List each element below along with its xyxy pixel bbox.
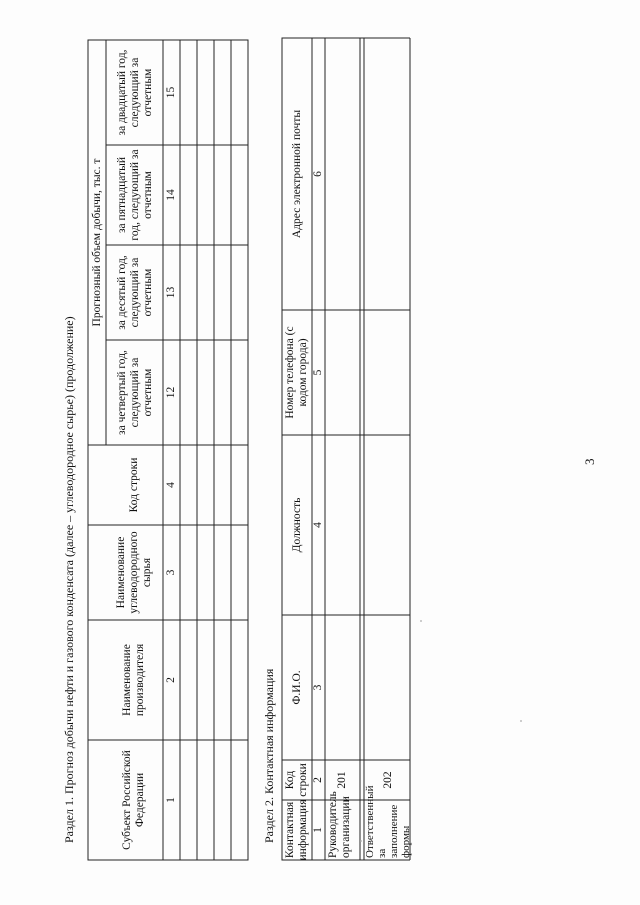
row-code-responsible: 202 <box>382 771 394 789</box>
header-year20: за двадцатый год, следующий за отчетным <box>115 49 154 136</box>
col-number: 3 <box>312 684 324 691</box>
scan-speck <box>520 720 522 722</box>
col-number: 2 <box>312 777 324 783</box>
col-number: 14 <box>165 189 177 201</box>
row-label-responsible: Ответственный за заполнение формы <box>364 785 412 858</box>
header-row-code: Код строки <box>127 457 140 513</box>
section2-caption: Раздел 2. Контактная информация <box>262 668 276 843</box>
header-forecast-group: Прогнозный объем добычи, тыс. т <box>90 158 103 327</box>
col-number: 1 <box>165 797 177 803</box>
col-number: 6 <box>312 171 324 177</box>
col-number: 5 <box>312 369 324 376</box>
col-number: 4 <box>312 522 324 528</box>
section1-caption: Раздел 1. Прогноз добычи нефти и газового конденсата (далее – углеводородное сырье) (продолжение) <box>62 316 76 843</box>
header-year15: за пятнадцатый год, следующий за отчетным <box>115 149 154 241</box>
header-subject: Субъект Российской Федерации <box>121 750 146 850</box>
header-fio: Ф.И.О. <box>290 670 303 705</box>
header-phone: Номер телефона (с кодом города) <box>284 326 309 419</box>
row-code-manager: 201 <box>336 771 348 789</box>
col-number: 1 <box>312 827 324 833</box>
header-raw-material: Наименование углеводородного сырья <box>114 531 153 614</box>
col-number: 13 <box>165 286 177 299</box>
col-number: 3 <box>165 569 177 576</box>
page-number: 3 <box>582 458 597 465</box>
col-number: 12 <box>165 386 177 399</box>
header-year10: за десятый год, следующий за отчетным <box>115 255 154 330</box>
col-number: 2 <box>165 677 177 683</box>
scan-speck <box>360 840 362 842</box>
col-number: 4 <box>165 482 177 488</box>
header-email: Адрес электронной почты <box>290 109 303 239</box>
row-label-manager: Руководитель организации <box>327 791 352 858</box>
header-producer: Наименование производителя <box>121 643 146 717</box>
header-contact: Контактная информация <box>284 799 309 861</box>
scan-speck <box>420 620 422 622</box>
header-position: Должность <box>290 497 303 553</box>
header-year4: за четвертый год, следующий за отчетным <box>115 350 154 435</box>
header-row-code-2: Код строки <box>284 763 309 797</box>
col-number: 15 <box>165 86 177 99</box>
